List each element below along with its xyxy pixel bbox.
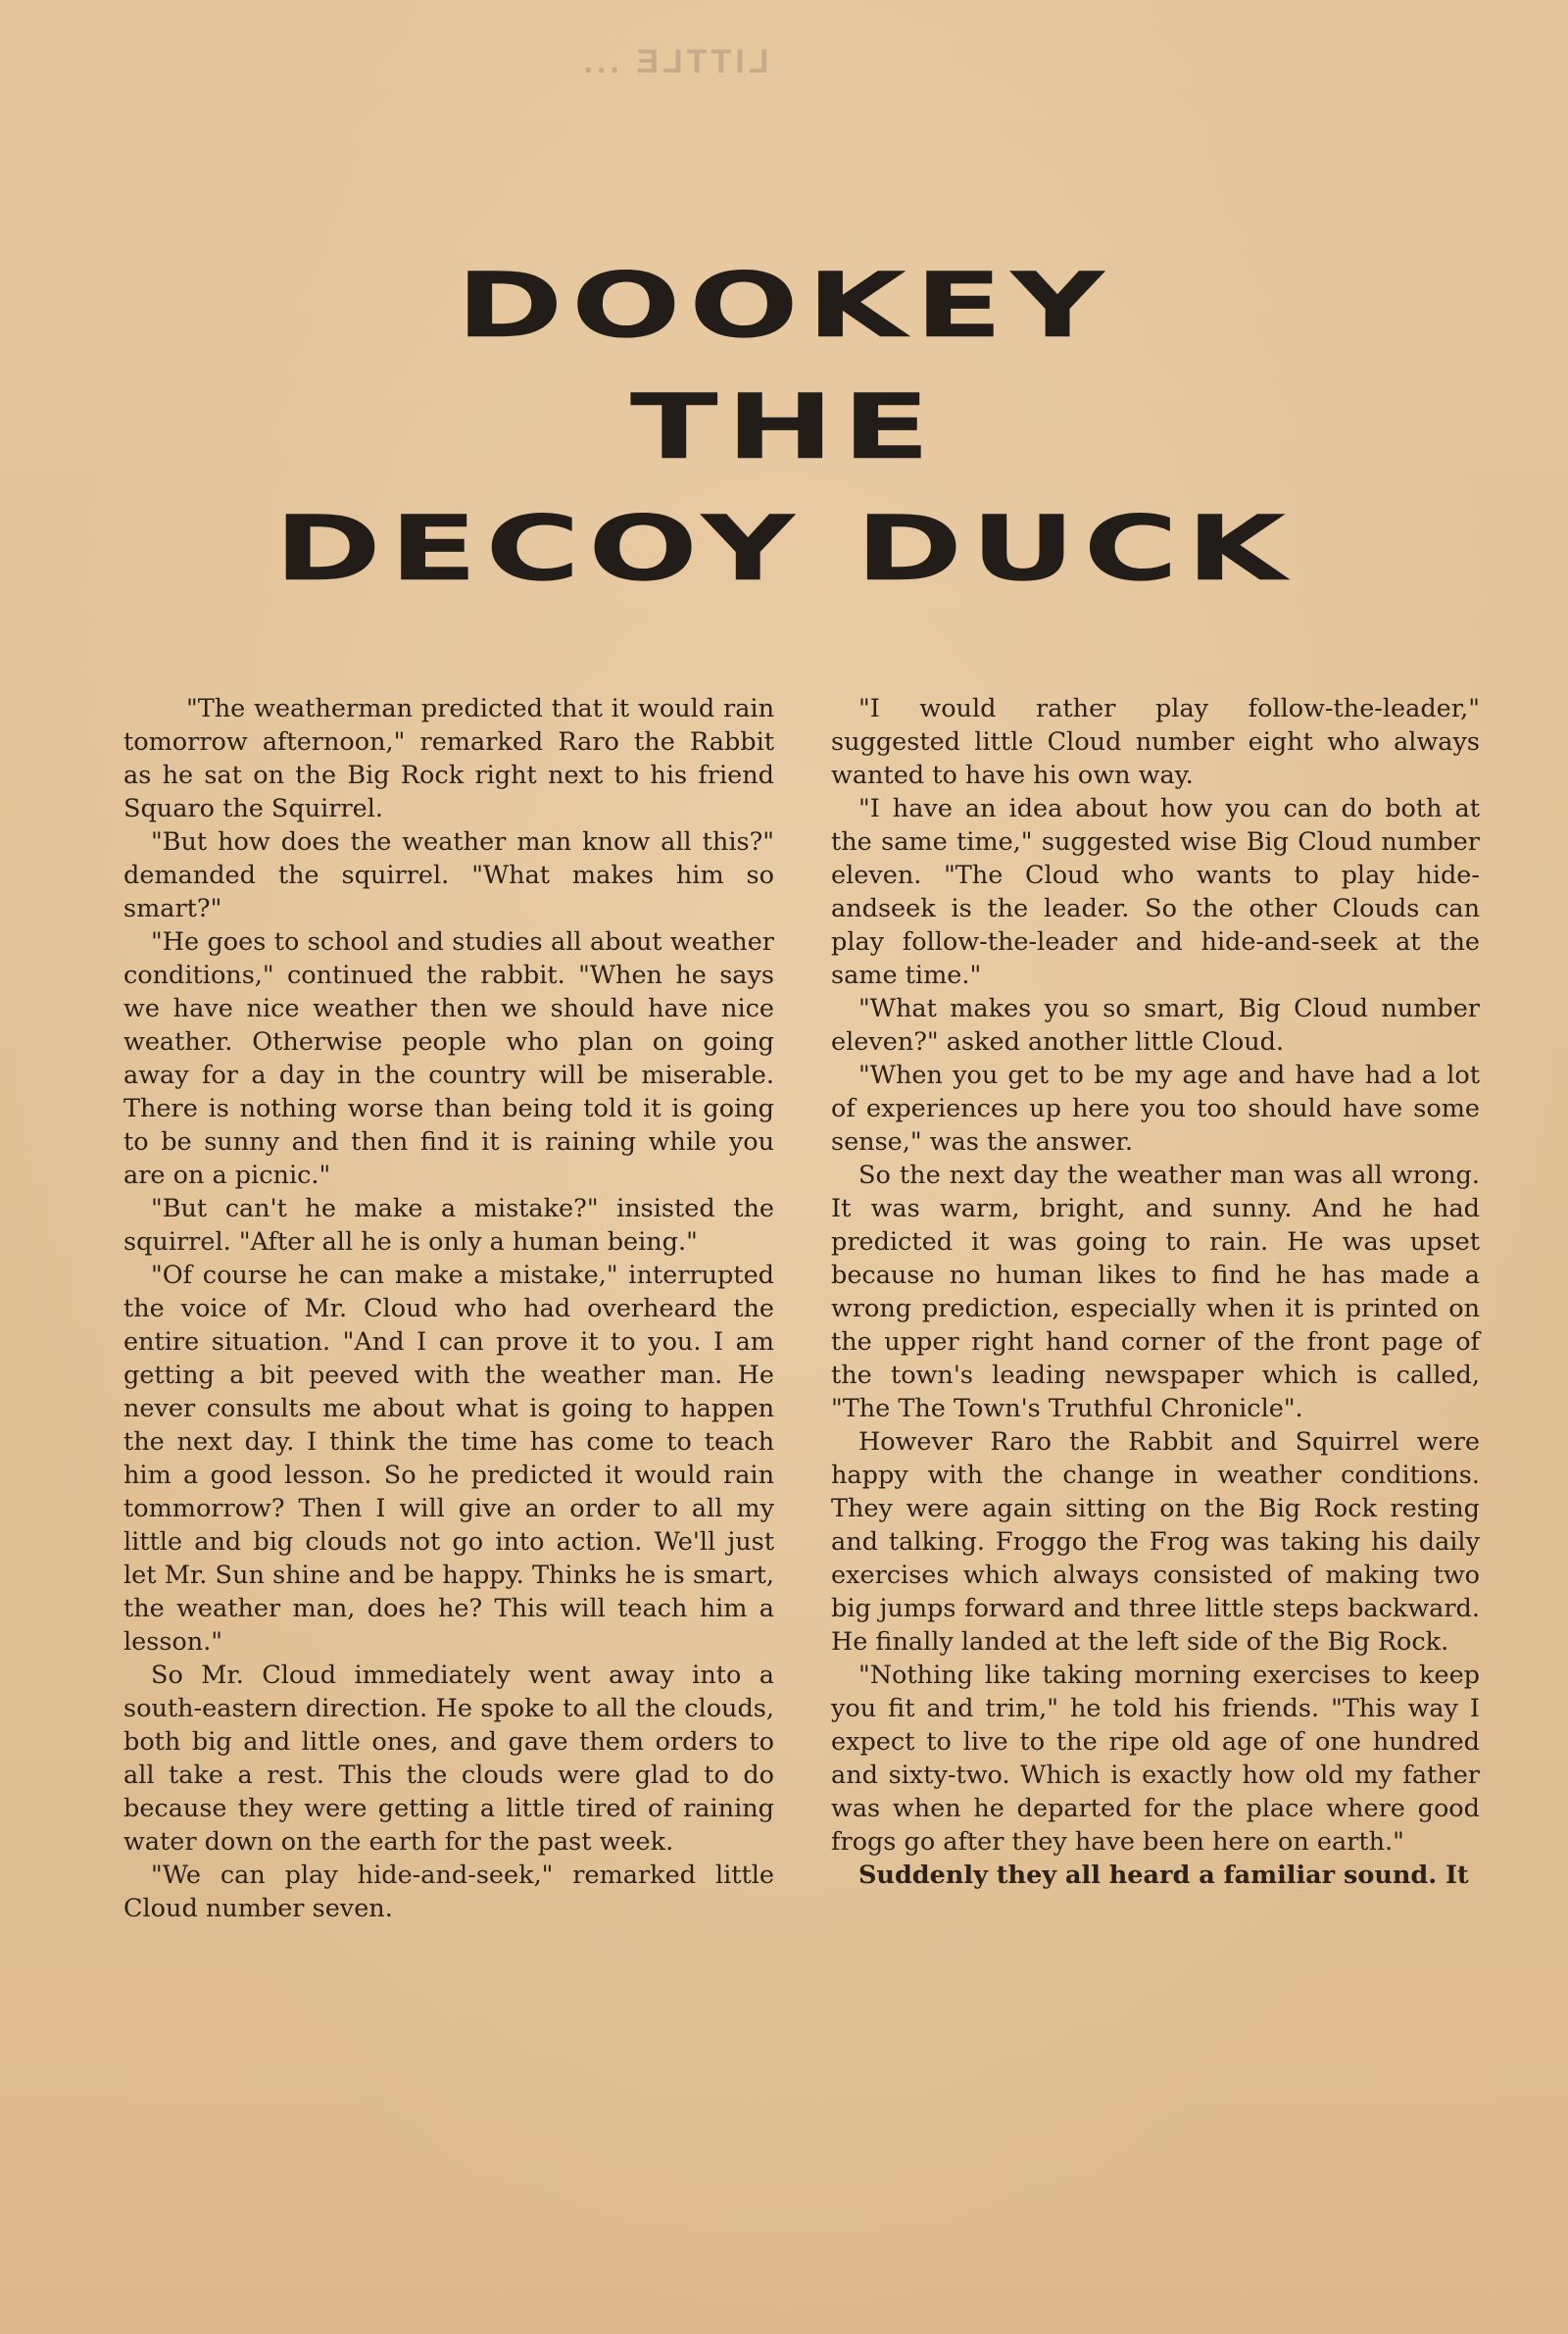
paragraph: "But how does the weather man know all this?" demanded the squirrel. "What makes him so smart?" (123, 827, 774, 923)
paragraph: "Of course he can make a mistake," interrupted the voice of Mr. Cloud who had overheard the entire situation. "And I can prove it to you. I am getting a bit peeved with the weather man. He never consults me about what is going to happen the next day. I think the time has come to teach him a good lesson. So he predicted it would rain tommorrow? Then I will give an order to all my little and big clouds not go into action. We'll just let Mr. Sun shine and be happy. Thinks he is smart, the weather man, does he? This will teach him a lesson." (123, 1261, 774, 1657)
title-line-1: DOOKEY (456, 252, 1112, 359)
paragraph: So the next day the weather man was all wrong. It was warm, bright, and sunny. And he had predicted it was going to rain. He was upset because no human likes to find he has made a wrong prediction, especially when it is printed on the upper right hand corner of the front page of the town's leading newspaper which is called, "The The Town's Truthful Chronicle". (831, 1161, 1480, 1423)
left-column (123, 692, 774, 1925)
paragraph: However Raro the Rabbit and Squirrel were happy with the change in weather conditions. They were again sitting on the Big Rock resting and talking. Froggo the Frog was taking his daily exercises which always consisted of making two big jumps forward and three little steps backward. He finally landed at the left side of the Big Rock. (831, 1427, 1480, 1657)
paragraph: "We can play hide-and-seek," remarked little Cloud number seven. (123, 1861, 774, 1923)
paragraph: "But can't he make a mistake?" insisted the squirrel. "After all he is only a human being." (123, 1194, 774, 1257)
paragraph: "He goes to school and studies all about weather conditions," continued the rabbit. "When he says we have nice weather then we should have nice weather. Otherwise people who plan on going away for a day in the country will be miserable. There is nothing worse than being told it is going to be sunny and then find it is raining while you are on a picnic." (123, 927, 774, 1190)
paragraph-continued: Suddenly they all heard a familiar sound. It (858, 1861, 1469, 1890)
story-title (0, 245, 1568, 610)
bleed-through-text: LITTLE ... (579, 43, 769, 80)
paragraph: "What makes you so smart, Big Cloud number eleven?" asked another little Cloud. (831, 994, 1480, 1057)
paragraph: "The weatherman predicted that it would rain tomorrow afternoon," remarked Raro the Rabbit as he sat on the Big Rock right next to his friend Squaro the Squirrel. (123, 694, 774, 823)
title-line-2: THE (629, 373, 939, 480)
paragraph: "I have an idea about how you can do both at the same time," suggested wise Big Cloud number eleven. "The Cloud who wants to play hide-andseek is the leader. So the other Clouds can play follow-the-leader and hide-and-seek at the same time." (831, 794, 1480, 990)
title-line-3: DECOY DUCK (273, 495, 1295, 602)
paragraph: "When you get to be my age and have had a lot of experiences up here you too should have some sense," was the answer. (831, 1061, 1480, 1157)
paragraph: "Nothing like taking morning exercises to keep you fit and trim," he told his friends. "This way I expect to live to the ripe old age of one hundred and sixty-two. Which is exactly how old my father was when he departed for the place where good frogs go after they have been here on earth." (831, 1661, 1480, 1857)
right-column (831, 692, 1480, 1892)
paragraph: So Mr. Cloud immediately went away into a south-eastern direction. He spoke to all the clouds, both big and little ones, and gave them orders to all take a rest. This the clouds were glad to do because they were getting a little tired of raining water down on the earth for the past week. (123, 1661, 774, 1857)
paragraph: "I would rather play follow-the-leader," suggested little Cloud number eight who always wanted to have his own way. (831, 694, 1480, 790)
